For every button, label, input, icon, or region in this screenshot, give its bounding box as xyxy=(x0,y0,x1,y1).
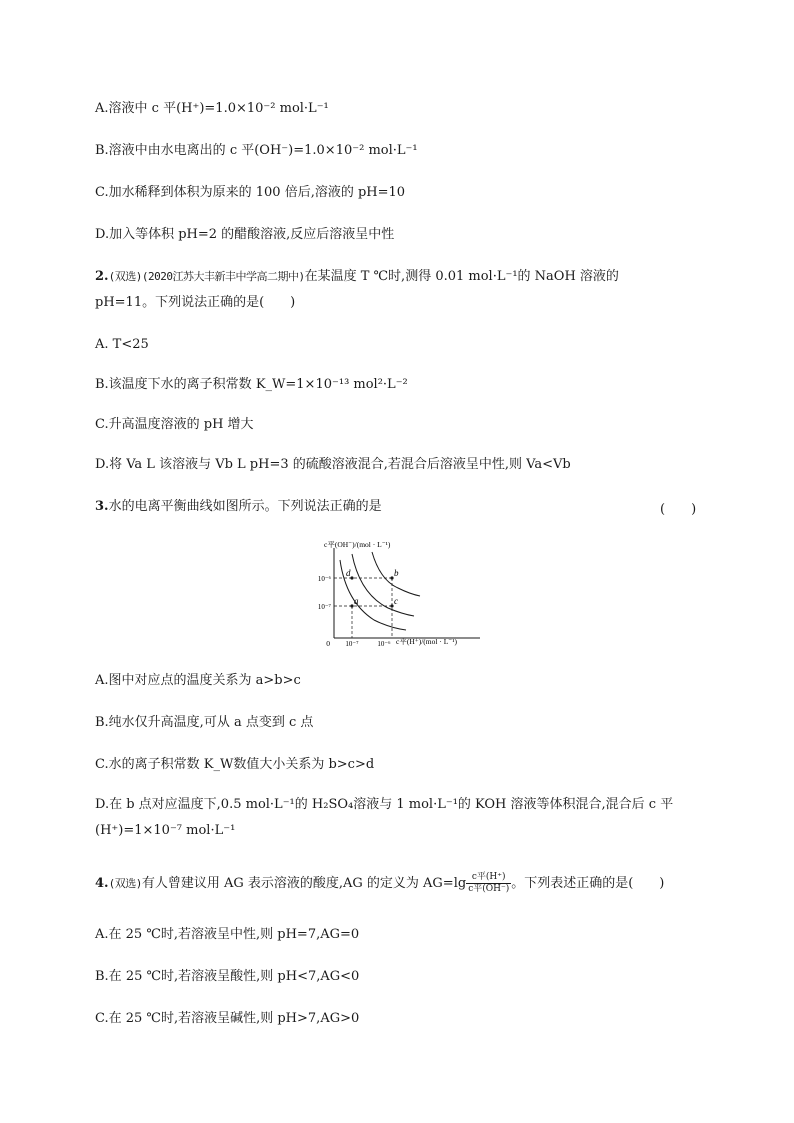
q4-option-c: C.在 25 ℃时,若溶液呈碱性,则 pH>7,AG>0 xyxy=(95,1011,360,1026)
q2-option-b: B.该温度下水的离子积常数 K_W=1×10⁻¹³ mol²·L⁻² xyxy=(95,377,408,392)
q3-option-d-cont: (H⁺)=1×10⁻⁷ mol·L⁻¹ xyxy=(95,823,236,838)
q3-number: 3. xyxy=(95,499,109,514)
ag-denominator: c平(OH⁻) xyxy=(468,884,510,894)
q2-option-c: C.升高温度溶液的 pH 增大 xyxy=(95,417,254,432)
label-a: a xyxy=(354,596,359,606)
q2-option-d: D.将 Va L 该溶液与 Vb L pH=3 的硫酸溶液混合,若混合后溶液呈中性,则 Va<Vb xyxy=(95,457,571,472)
q4-tag: (双选) xyxy=(108,877,142,890)
q4-stem xyxy=(95,872,664,895)
origin-label: 0 xyxy=(326,639,330,648)
ag-fraction xyxy=(466,872,511,895)
prev-option-b: B.溶液中由水电离出的 c 平(OH⁻)=1.0×10⁻² mol·L⁻¹ xyxy=(95,143,418,158)
x-tick-1: 10⁻⁷ xyxy=(345,640,359,648)
x-tick-2: 10⁻⁶ xyxy=(377,640,391,648)
q3-option-a: A.图中对应点的温度关系为 a>b>c xyxy=(95,673,301,688)
point-d xyxy=(350,576,353,579)
prev-option-c: C.加水稀释到体积为原来的 100 倍后,溶液的 pH=10 xyxy=(95,185,406,200)
label-c: c xyxy=(394,596,398,606)
q4-option-a: A.在 25 ℃时,若溶液呈中性,则 pH=7,AG=0 xyxy=(95,927,360,942)
q4-stem-end: 。下列表述正确的是( ) xyxy=(511,876,665,891)
q4-option-b: B.在 25 ℃时,若溶液呈酸性,则 pH<7,AG<0 xyxy=(95,969,360,984)
q3-option-c: C.水的离子积常数 K_W数值大小关系为 b>c>d xyxy=(95,757,375,772)
x-axis-label: c平(H⁺)/(mol · L⁻¹) xyxy=(396,637,457,646)
prev-option-a: A.溶液中 c 平(H⁺)=1.0×10⁻² mol·L⁻¹ xyxy=(95,101,329,116)
label-d: d xyxy=(346,568,351,578)
q3-stem xyxy=(95,498,382,516)
q3-answer-paren: ( ) xyxy=(660,502,697,517)
y-tick-1: 10⁻⁶ xyxy=(317,575,331,583)
q4-stem-text: 有人曾建议用 AG 表示溶液的酸度,AG 的定义为 AG=lg xyxy=(141,876,467,891)
q4-number: 4. xyxy=(95,876,109,891)
q2-option-a: A. T<25 xyxy=(95,337,149,352)
prev-option-d: D.加入等体积 pH=2 的醋酸溶液,反应后溶液呈中性 xyxy=(95,227,395,242)
y-axis-label: c平(OH⁻)/(mol · L⁻¹) xyxy=(324,540,391,549)
isotherm-mid xyxy=(352,554,414,616)
q2-number: 2. xyxy=(95,269,109,284)
label-b: b xyxy=(394,568,399,578)
q3-option-b: B.纯水仅升高温度,可从 a 点变到 c 点 xyxy=(95,715,314,730)
q3-option-d: D.在 b 点对应温度下,0.5 mol·L⁻¹的 H₂SO₄溶液与 1 mol·L⁻¹的 KOH 溶液等体积混合,混合后 c 平 xyxy=(95,797,674,812)
ag-numerator: c平(H⁺) xyxy=(466,872,511,884)
y-tick-2: 10⁻⁷ xyxy=(317,603,331,611)
q2-stem-line1 xyxy=(95,268,619,286)
q3-stem-text: 水的电离平衡曲线如图所示。下列说法正确的是 xyxy=(108,499,382,514)
q2-stem-line2: pH=11。下列说法正确的是( ) xyxy=(95,295,296,310)
water-ionization-figure xyxy=(310,540,490,650)
q2-tag: (双选) xyxy=(108,270,142,283)
q2-stem: 在某温度 T ℃时,测得 0.01 mol·L⁻¹的 NaOH 溶液的 xyxy=(304,269,619,284)
q2-source: (2020江苏大丰新丰中学高二期中) xyxy=(141,270,305,283)
